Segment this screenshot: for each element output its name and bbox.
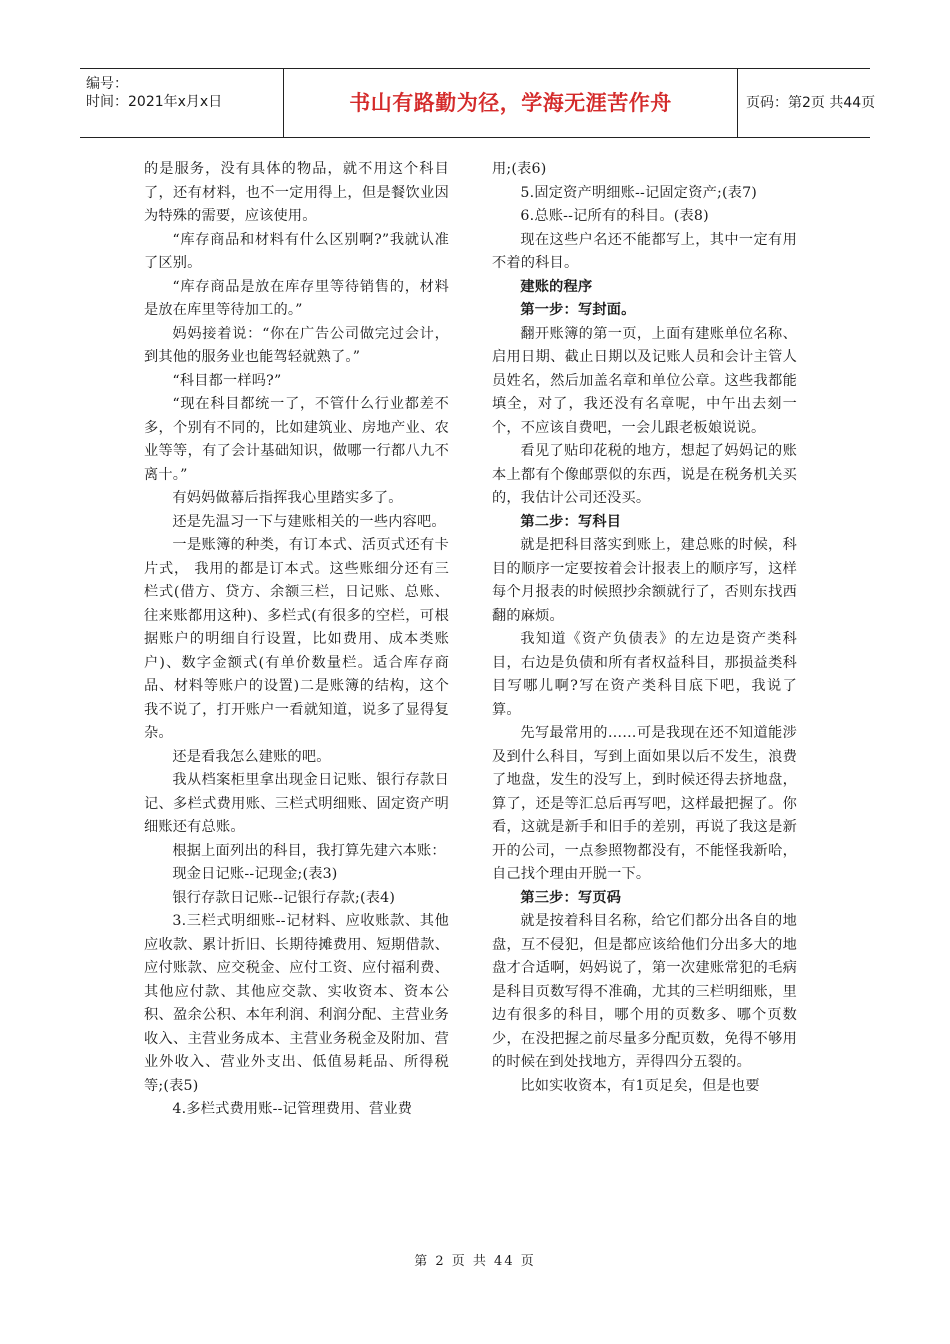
left-text-column [144, 158, 449, 1122]
paragraph: 4.多栏式费用账--记管理费用、营业费 [172, 1101, 413, 1117]
paragraph: 还是先温习一下与建账相关的一些内容吧。 [172, 513, 446, 530]
paragraph: 用;(表6) [492, 161, 547, 177]
paragraph: “库存商品是放在库存里等待销售的，材料是放在库里等待加工的。” [144, 278, 449, 318]
paragraph: 妈妈接着说：“你在广告公司做完过会计，到其他的服务业也能驾轻就熟了。” [144, 325, 449, 365]
section-heading: 第三步：写页码 [520, 889, 622, 906]
header-page-label: 页码：第2页 共44页 [746, 95, 876, 111]
paragraph: 3.三栏式明细账--记材料、应收账款、其他应收款、累计折旧、长期待摊费用、短期借款、应付账款、应交税金、应付工资、应付福利费、其他应付款、其他应交款、实收资本、资本公积、盈余公积、本年利润、利润分配、主营业务收入、主营业务成本、主营业务税金及附加、营业外收入、营业外支出、低值易耗品、所得税等;(表5) [144, 913, 449, 1094]
paragraph: 翻开账簿的第一页，上面有建账单位名称、启用日期、截止日期以及记账人员和会计主管人员姓名，然后加盖名章和单位公章。这些我都能填全，对了，我还没有名章呢，中午出去刻一个，不应该自费吧，一会儿跟老板娘说说。 [492, 325, 797, 436]
paragraph: 5.固定资产明细账--记固定资产;(表7) [520, 184, 758, 201]
paragraph: 还是看我怎么建账的吧。 [172, 748, 331, 765]
page-header [80, 68, 876, 138]
paragraph: “科目都一样吗?” [172, 372, 282, 389]
paragraph: 6.总账--记所有的科目。(表8) [520, 208, 709, 224]
paragraph: 比如实收资本，有1页足矣，但是也要 [520, 1077, 760, 1094]
paragraph: 我知道《资产负债表》的左边是资产类科目，右边是负债和所有者权益科目，那损益类科目写哪儿啊?写在资产类科目底下吧，我说了算。 [492, 631, 797, 718]
paragraph: 现金日记账--记现金;(表3) [172, 866, 338, 882]
date-label: 时间：2021年x月x日 [86, 94, 223, 110]
section-heading: 建账的程序 [520, 278, 593, 295]
section-heading: 第二步：写科目 [520, 513, 622, 530]
paragraph: 我从档案柜里拿出现金日记账、银行存款日记、多栏式费用账、三栏式明细账、固定资产明细账还有总账。 [144, 772, 449, 835]
number-label: 编号： [86, 76, 128, 92]
page-footer: 第 2 页 共 44 页 [414, 1254, 536, 1269]
paragraph: 银行存款日记账--记银行存款;(表4) [172, 889, 396, 906]
paragraph: 有妈妈做幕后指挥我心里踏实多了。 [172, 490, 403, 506]
right-text-column [492, 158, 797, 1098]
header-motto: 书山有路勤为径，学海无涯苦作舟 [283, 69, 738, 137]
paragraph: 的是服务，没有具体的物品，就不用这个科目了，还有材料，也不一定用得上，但是餐饮业因为特殊的需要，应该使用。 [144, 161, 449, 224]
paragraph: 就是按着科目名称，给它们都分出各自的地盘，互不侵犯，但是都应该给他们分出多大的地盘才合适啊，妈妈说了，第一次建账常犯的毛病是科目页数写得不准确，尤其的三栏明细账，里边有很多的科目，哪个用的页数多、哪个页数少，在没把握之前尽量多分配页数，免得不够用的时候在到处找地方，弄得四分五裂的。 [492, 913, 797, 1070]
paragraph: 根据上面列出的科目，我打算先建六本账： [172, 842, 446, 859]
paragraph: 看见了贴印花税的地方，想起了妈妈记的账本上都有个像邮票似的东西，说是在税务机关买的，我估计公司还没买。 [492, 443, 797, 506]
paragraph: 一是账簿的种类，有订本式、活页式还有卡片式， 我用的都是订本式。这些账细分还有三栏式(借方、贷方、余额三栏，日记账、总账、往来账都用这种)、多栏式(有很多的空栏，可根据账户的明细自行设置，比如费用、成本类账户)、数字金额式(有单价数量栏。适合库存商品、材料等账户的设置)二是账簿的结构，这个我不说了，打开账户一看就知道，说多了显得复杂。 [144, 537, 449, 741]
paragraph: “现在科目都统一了，不管什么行业都差不多，个别有不同的，比如建筑业、房地产业、农业等等，有了会计基础知识，做哪一行都八九不离十。” [144, 396, 449, 483]
header-meta [80, 69, 283, 137]
paragraph: 就是把科目落实到账上，建总账的时候，科目的顺序一定要按着会计报表上的顺序写，这样每个月报表的时候照抄余额就行了，否则东找西翻的麻烦。 [492, 537, 797, 624]
paragraph: 先写最常用的……可是我现在还不知道能涉及到什么科目，写到上面如果以后不发生，浪费了地盘，发生的没写上，到时候还得去挤地盘，算了，还是等汇总后再写吧，这样最把握了。你看，这就是新手和旧手的差别，再说了我这是新开的公司，一点参照物都没有，不能怪我新哈，自己找个理由开脱一下。 [492, 725, 797, 882]
section-heading: 第一步：写封面。 [520, 302, 636, 318]
paragraph: “库存商品和材料有什么区别啊?”我就认准了区别。 [144, 231, 449, 271]
paragraph: 现在这些户名还不能都写上，其中一定有用不着的科目。 [492, 231, 797, 271]
